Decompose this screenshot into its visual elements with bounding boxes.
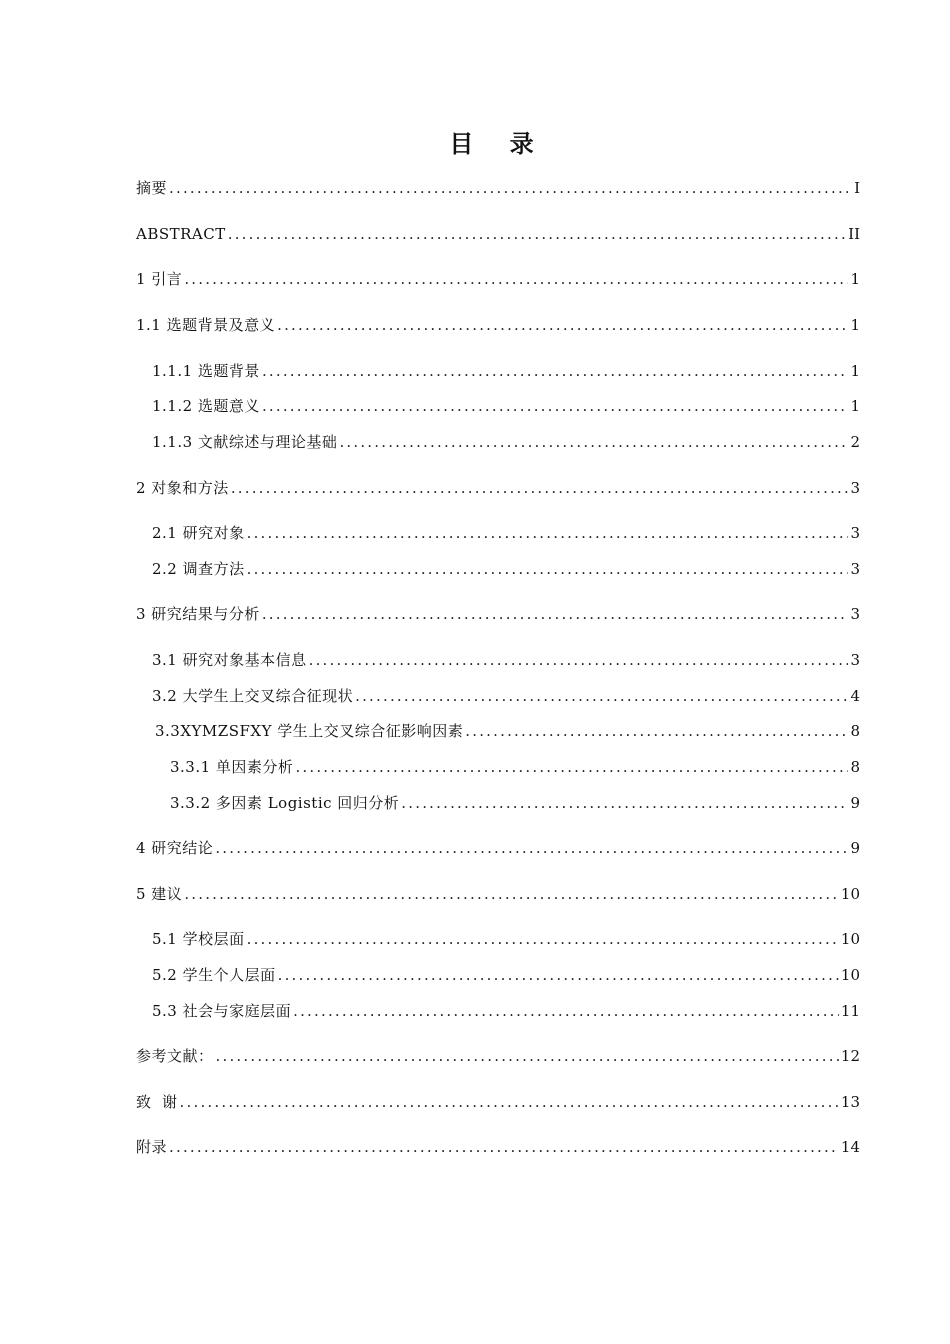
toc-entry-label: 5.2 学生个人层面 [152,966,276,984]
toc-entry[interactable] [170,755,860,779]
toc-entry-page: 4 [850,687,860,705]
toc-entry-label: 5.3 社会与家庭层面 [152,1002,292,1020]
dot-leader [216,1044,839,1068]
toc-entry-label: 2.1 研究对象 [152,524,245,542]
dot-leader [184,882,839,906]
dot-leader [231,476,848,500]
dot-leader [295,755,848,779]
dot-leader [277,313,848,337]
toc-entry[interactable] [136,176,860,200]
toc-entry-label: ABSTRACT [136,225,226,243]
toc-entry[interactable] [136,222,860,246]
dot-leader [339,430,848,454]
toc-entry-label: 3.3XYMZSFXY 学生上交叉综合征影响因素 [155,722,464,740]
toc-entry-page: 10 [840,885,860,903]
toc-entry[interactable] [152,430,860,454]
dot-leader [180,1090,839,1114]
dot-leader [262,359,848,383]
toc-entry-page: 11 [840,1002,860,1020]
toc-entry-label: 4 研究结论 [136,839,214,857]
toc-entry-page: 9 [850,794,860,812]
dot-leader [309,648,848,672]
dot-leader [169,176,848,200]
toc-entry-label: 5.1 学校层面 [152,930,245,948]
toc-entry-label: 1 引言 [136,270,183,288]
dot-leader [247,557,848,581]
toc-entry-label: 3.2 大学生上交叉综合征现状 [152,687,354,705]
dot-leader [401,791,848,815]
toc-entry[interactable] [152,684,860,708]
toc-entry[interactable] [136,836,860,860]
toc-entry-label: 摘要 [136,179,168,197]
toc-entry-label: 3.1 研究对象基本信息 [152,651,307,669]
toc-entry[interactable] [152,648,860,672]
toc-entry-page: 14 [840,1138,860,1156]
toc-entry[interactable] [170,791,860,815]
toc-entry-label: 1.1.1 选题背景 [152,362,260,380]
toc-entry-page: I [854,179,860,197]
dot-leader [262,394,848,418]
toc-entry-page: 1 [850,270,860,288]
toc-entry-page: 8 [850,758,860,776]
toc-entry[interactable] [136,476,860,500]
toc-entry-page: 1 [850,362,860,380]
dot-leader [184,267,848,291]
dot-leader [262,602,848,626]
toc-entry[interactable] [152,999,860,1023]
toc-entry[interactable] [136,1090,860,1114]
toc-entry[interactable] [136,602,860,626]
toc-entry-page: 3 [850,651,860,669]
toc-entry[interactable] [136,882,860,906]
toc-entry-label: 5 建议 [136,885,183,903]
dot-leader [228,222,846,246]
toc-entry-label: 1.1.3 文献综述与理论基础 [152,433,338,451]
toc-entry-page: II [848,225,860,243]
dot-leader [247,521,848,545]
toc-entry-label: 3 研究结果与分析 [136,605,260,623]
toc-entry-label: 2.2 调查方法 [152,560,245,578]
toc-entry-label: 参考文献： [136,1047,214,1065]
toc-entry-page: 3 [850,560,860,578]
toc-entry[interactable] [152,521,860,545]
toc-entry[interactable] [152,359,860,383]
toc-entry-page: 2 [850,433,860,451]
toc-entry-label: 附录 [136,1138,168,1156]
toc-entry[interactable] [136,1135,860,1159]
toc-entry-page: 1 [850,397,860,415]
toc-entry-page: 12 [840,1047,860,1065]
toc-title: 目 录 [449,130,548,158]
dot-leader [465,719,848,743]
toc-entry[interactable] [152,927,860,951]
toc-entry[interactable] [136,267,860,291]
toc-entry-page: 1 [850,316,860,334]
toc-entry[interactable] [152,963,860,987]
toc-entry-label: 1.1.2 选题意义 [152,397,260,415]
toc-entry-label: 3.3.2 多因素 Logistic 回归分析 [170,794,400,812]
toc-entry[interactable] [152,557,860,581]
toc-entry-label: 1.1 选题背景及意义 [136,316,276,334]
dot-leader [293,999,839,1023]
toc-entry[interactable] [155,719,860,743]
toc-entry-page: 13 [840,1093,860,1111]
toc-entry-label: 2 对象和方法 [136,479,229,497]
dot-leader [215,836,848,860]
toc-entry[interactable] [136,1044,860,1068]
toc-entry-label: 3.3.1 单因素分析 [170,758,294,776]
toc-entry-page: 3 [850,479,860,497]
toc-entry[interactable] [152,394,860,418]
dot-leader [355,684,848,708]
toc-entry-page: 3 [850,524,860,542]
toc-entry-page: 10 [840,966,860,984]
toc-entry[interactable] [136,313,860,337]
dot-leader [278,963,839,987]
toc-entry-page: 8 [850,722,860,740]
toc-entry-page: 3 [850,605,860,623]
toc-entry-page: 9 [850,839,860,857]
toc-entry-label: 致 谢 [136,1093,178,1111]
dot-leader [169,1135,839,1159]
toc-entry-page: 10 [840,930,860,948]
dot-leader [247,927,839,951]
